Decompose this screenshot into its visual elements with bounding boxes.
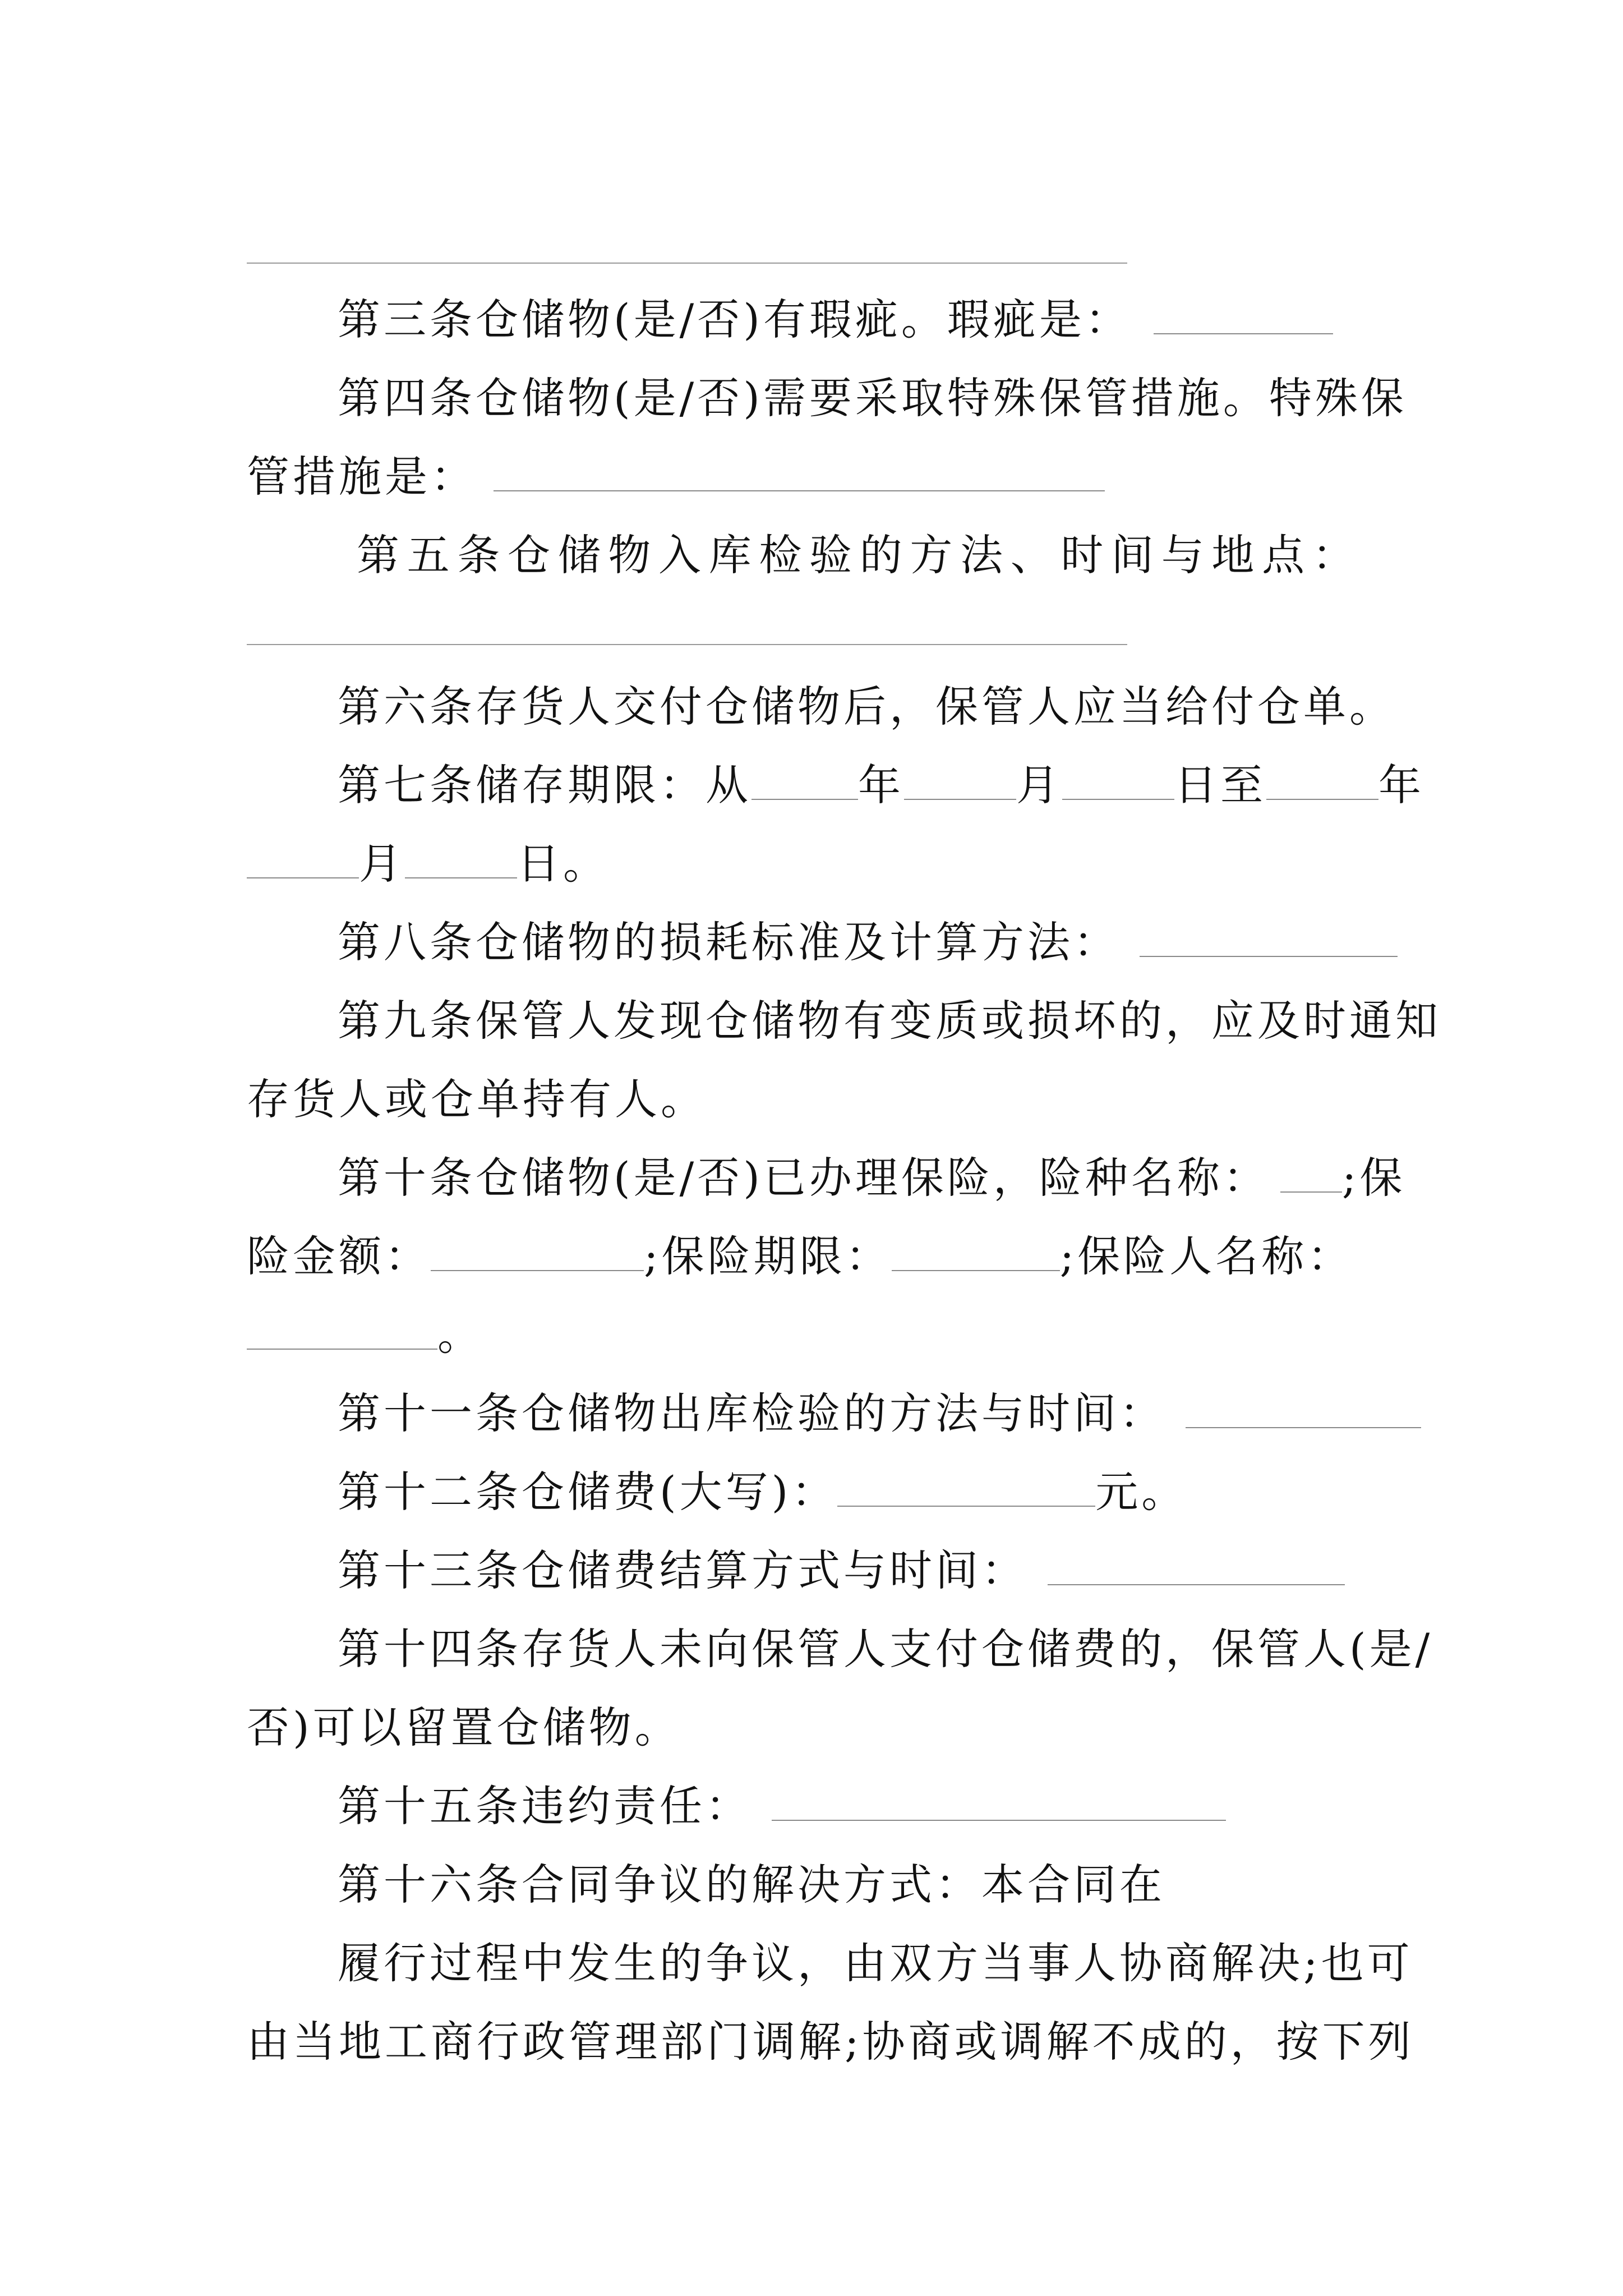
liability-blank[interactable] [772, 1783, 1226, 1821]
end-year-blank[interactable] [1266, 762, 1378, 800]
article-10-line-2: 险金额： ;保险期限： ;保险人名称： [247, 1231, 1354, 1281]
article-6: 第六条存货人交付仓储物后，保管人应当给付仓单。 [338, 682, 1395, 731]
article-14-line-2: 否)可以留置仓储物。 [247, 1703, 681, 1752]
inspection-method-line [247, 644, 1127, 645]
article-7-line-2: 月 日。 [247, 836, 1391, 892]
article-4-line-2: 管措施是： [247, 449, 1391, 505]
article-13: 第十三条仓储费结算方式与时间： [338, 1543, 1392, 1599]
loss-standard-blank[interactable] [1140, 919, 1398, 957]
article-9-line-2: 存货人或仓单持有人。 [247, 1074, 707, 1124]
article-11: 第十一条仓储物出库检验的方法与时间： [338, 1386, 1392, 1442]
top-fill-in-line [247, 263, 1127, 264]
article-16-line-3: 由当地工商行政管理部门调解;协商或调解不成的，按下列 [247, 2017, 1414, 2067]
article-14-line-1: 第十四条存货人未向保管人支付仓储费的，保管人(是/ [338, 1624, 1433, 1674]
insured-amount-blank[interactable] [431, 1233, 644, 1271]
start-month-blank[interactable] [904, 762, 1016, 800]
article-15: 第十五条违约责任： [338, 1778, 1392, 1834]
insurer-name-blank[interactable] [247, 1312, 437, 1350]
article-10-line-3: 。 [247, 1307, 1391, 1363]
insurance-type-blank[interactable] [1280, 1154, 1342, 1193]
article-5: 第 五 条 仓 储 物 入 库 检 验 的 方 法 、 时 间 与 地 点 ： [357, 530, 1355, 580]
start-day-blank[interactable] [1062, 762, 1174, 800]
special-measures-blank[interactable] [494, 453, 1105, 491]
article-8: 第八条仓储物的损耗标准及计算方法： [338, 914, 1392, 970]
article-3: 第三条仓储物(是/否)有瑕疵。瑕疵是： [338, 292, 1392, 348]
article-16-line-1: 第十六条合同争议的解决方式：本合同在 [338, 1860, 1165, 1910]
article-12: 第十二条仓储费(大写)： 元。 [338, 1467, 1188, 1517]
article-4-line-1: 第四条仓储物(是/否)需要采取特殊保管措施。特殊保 [338, 373, 1407, 423]
defect-blank[interactable] [1154, 296, 1333, 334]
settlement-method-blank[interactable] [1048, 1547, 1345, 1585]
article-10-line-1: 第十条仓储物(是/否)已办理保险，险种名称： ;保 [338, 1153, 1406, 1203]
end-month-blank[interactable] [247, 840, 359, 878]
article-9-line-1: 第九条保管人发现仓储物有变质或损坏的，应及时通知 [338, 996, 1441, 1046]
outbound-inspection-blank[interactable] [1186, 1390, 1421, 1428]
start-year-blank[interactable] [751, 762, 858, 800]
storage-fee-blank[interactable] [837, 1469, 1095, 1507]
article-7-line-1: 第七条储存期限：从 年 月 日至 年 [338, 760, 1424, 810]
insurance-period-blank[interactable] [892, 1233, 1060, 1271]
article-16-line-2: 履行过程中发生的争议，由双方当事人协商解决;也可 [338, 1938, 1413, 1988]
end-day-blank[interactable] [405, 840, 517, 878]
